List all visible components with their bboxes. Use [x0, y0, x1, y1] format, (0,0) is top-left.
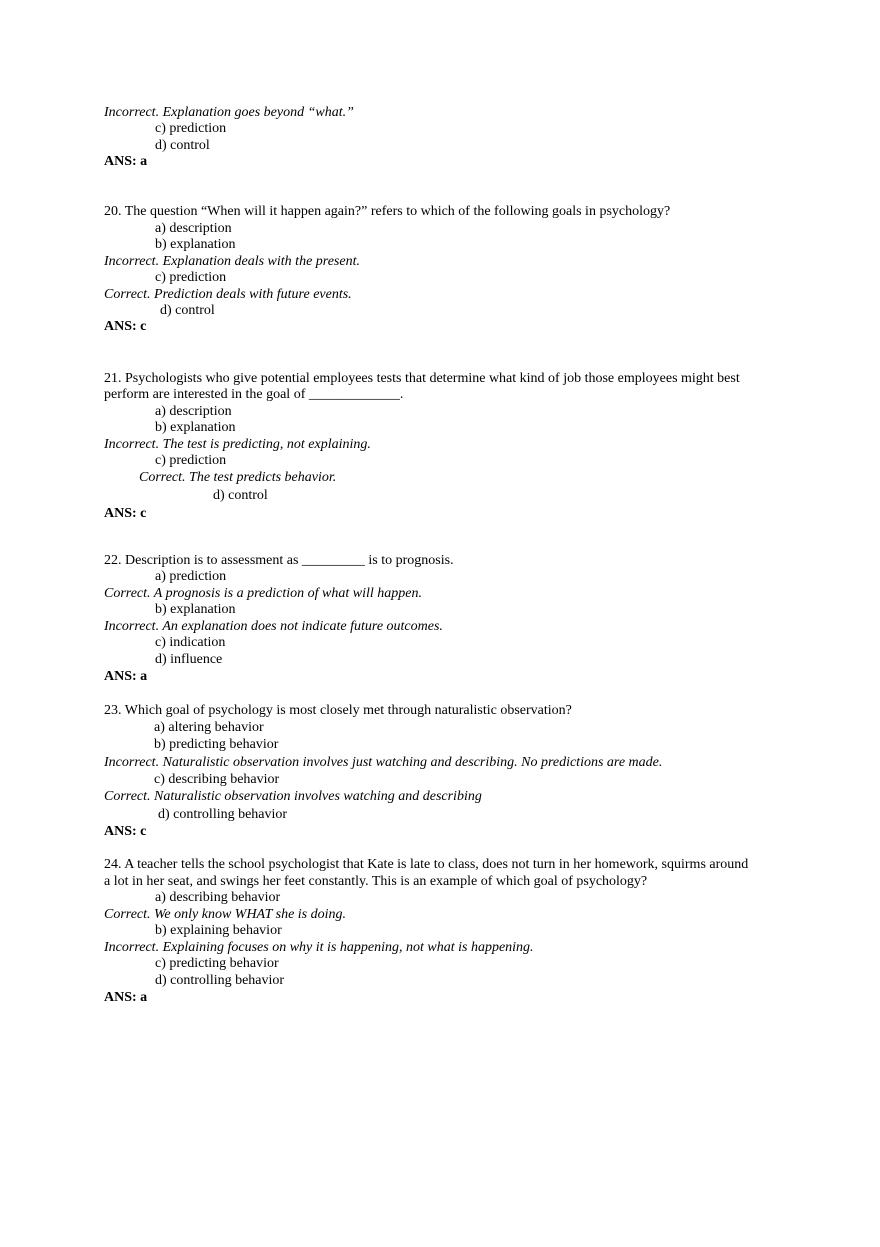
- q23-option-c: c) describing behavior: [154, 772, 280, 787]
- q22-stem: 22. Description is to assessment as _________ is to prognosis.: [104, 553, 454, 568]
- q22-option-c: c) indication: [155, 635, 226, 650]
- q24-feedback-a: Correct. We only know WHAT she is doing.: [104, 907, 347, 922]
- q19-feedback-b: Incorrect. Explanation goes beyond “what.”: [104, 105, 354, 120]
- q20-stem: 20. The question “When will it happen again?” refers to which of the following goals in psychology?: [104, 204, 671, 219]
- q21-feedback-c: Correct. The test predicts behavior.: [139, 470, 337, 485]
- q23-feedback-b: Incorrect. Naturalistic observation involves just watching and describing. No predictions are made.: [104, 755, 663, 770]
- q24-option-a: a) describing behavior: [155, 890, 281, 905]
- q22-option-d: d) influence: [155, 652, 223, 667]
- q19-option-d: d) control: [155, 138, 210, 153]
- q22-option-a: a) prediction: [155, 569, 227, 584]
- q24-option-b: b) explaining behavior: [155, 923, 282, 938]
- q21-answer: ANS: c: [104, 506, 147, 521]
- q23-option-b: b) predicting behavior: [154, 737, 279, 752]
- q24-option-d: d) controlling behavior: [155, 973, 285, 988]
- q21-stem-line-2: perform are interested in the goal of _____________.: [104, 387, 404, 402]
- q22-option-b: b) explanation: [155, 602, 236, 617]
- q24-stem-line-2: a lot in her seat, and swings her feet constantly. This is an example of which goal of psychology?: [104, 874, 648, 889]
- q21-option-b: b) explanation: [155, 420, 236, 435]
- q24-answer: ANS: a: [104, 990, 148, 1005]
- q20-option-a: a) description: [155, 221, 232, 236]
- q19-option-c: c) prediction: [155, 121, 227, 136]
- q20-feedback-b: Incorrect. Explanation deals with the present.: [104, 254, 360, 269]
- q20-option-c: c) prediction: [155, 270, 227, 285]
- q22-feedback-a: Correct. A prognosis is a prediction of what will happen.: [104, 586, 422, 601]
- q20-option-d: d) control: [160, 303, 215, 318]
- q23-option-d: d) controlling behavior: [158, 807, 288, 822]
- q21-option-d: d) control: [213, 488, 268, 503]
- q23-option-a: a) altering behavior: [154, 720, 264, 735]
- q23-feedback-c: Correct. Naturalistic observation involves watching and describing: [104, 789, 482, 804]
- q24-stem-line-1: 24. A teacher tells the school psychologist that Kate is late to class, does not turn in her homework, squirms around: [104, 857, 749, 872]
- q19-answer: ANS: a: [104, 154, 148, 169]
- q22-feedback-b: Incorrect. An explanation does not indicate future outcomes.: [104, 619, 443, 634]
- q20-answer: ANS: c: [104, 319, 147, 334]
- q20-option-b: b) explanation: [155, 237, 236, 252]
- q23-answer: ANS: c: [104, 824, 147, 839]
- q22-answer: ANS: a: [104, 669, 148, 684]
- q24-feedback-b: Incorrect. Explaining focuses on why it is happening, not what is happening.: [104, 940, 534, 955]
- q23-stem: 23. Which goal of psychology is most closely met through naturalistic observation?: [104, 703, 572, 718]
- q21-option-a: a) description: [155, 404, 232, 419]
- q20-feedback-c: Correct. Prediction deals with future events.: [104, 287, 352, 302]
- q21-stem-line-1: 21. Psychologists who give potential employees tests that determine what kind of job those employees might best: [104, 371, 740, 386]
- q24-option-c: c) predicting behavior: [155, 956, 279, 971]
- q21-option-c: c) prediction: [155, 453, 227, 468]
- q21-feedback-b: Incorrect. The test is predicting, not explaining.: [104, 437, 371, 452]
